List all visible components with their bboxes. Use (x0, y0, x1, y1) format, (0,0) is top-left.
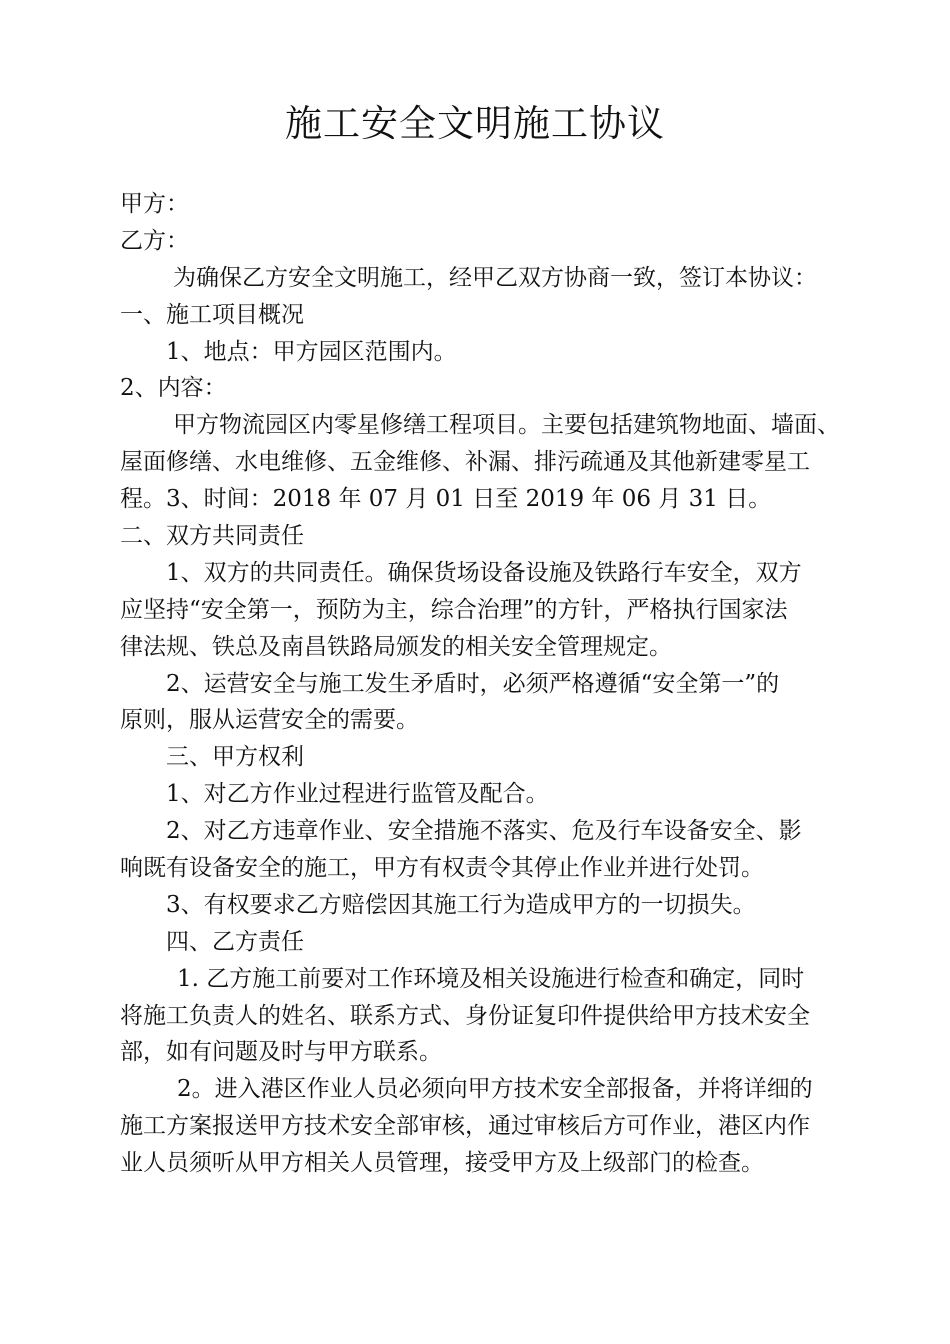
document-body (120, 186, 850, 1182)
paragraph-line: 2、运营安全与施工发生矛盾时，必须严格遵循“安全第一”的 (166, 670, 780, 697)
paragraph-line: 屋面修缮、水电维修、五金维修、补漏、排污疏通及其他新建零星工 (120, 449, 810, 476)
paragraph-line: 律法规、铁总及南昌铁路局颁发的相关安全管理规定。 (120, 633, 672, 660)
paragraph-line: 1. 乙方施工前要对工作环境及相关设施进行检查和确定，同时 (177, 965, 805, 992)
section-heading: 二、双方共同责任 (120, 523, 304, 550)
paragraph-line: 原则，服从运营安全的需要。 (120, 707, 419, 734)
paragraph-line: 将施工负责人的姓名、联系方式、身份证复印件提供给甲方技术安全 (120, 1002, 810, 1029)
document-title: 施工安全文明施工协议 (285, 102, 665, 145)
paragraph-line: 部，如有问题及时与甲方联系。 (120, 1039, 442, 1066)
party-b-line: 乙方： (120, 227, 189, 254)
party-a-line: 甲方： (120, 191, 189, 217)
paragraph-line: 1、对乙方作业过程进行监管及配合。 (166, 781, 549, 808)
paragraph-line: 甲方物流园区内零星修缮工程项目。主要包括建筑物地面、墙面、 (173, 412, 840, 439)
section-heading: 四、乙方责任 (166, 928, 304, 955)
paragraph-line: 1、双方的共同责任。确保货场设备设施及铁路行车安全，双方 (166, 559, 802, 586)
paragraph-line: 2。进入港区作业人员必须向甲方技术安全部报备，并将详细的 (177, 1076, 813, 1103)
section-heading: 三、甲方权利 (166, 744, 304, 771)
paragraph-line: 2、对乙方违章作业、安全措施不落实、危及行车设备安全、影 (166, 818, 802, 845)
paragraph-line: 3、有权要求乙方赔偿因其施工行为造成甲方的一切损失。 (166, 891, 756, 918)
section-heading: 一、施工项目概况 (120, 301, 304, 328)
paragraph-line: 业人员须听从甲方相关人员管理，接受甲方及上级部门的检查。 (120, 1150, 764, 1177)
paragraph-line: 施工方案报送甲方技术安全部审核，通过审核后方可作业，港区内作 (120, 1113, 810, 1140)
paragraph-line: 1、地点：甲方园区范围内。 (166, 338, 457, 365)
paragraph-line: 程。3、时间：2018 年 07 月 01 日至 2019 年 06 月 31 日。 (120, 486, 772, 513)
paragraph-line: 响既有设备安全的施工，甲方有权责令其停止作业并进行处罚。 (120, 855, 764, 882)
preamble-line: 为确保乙方安全文明施工，经甲乙双方协商一致，签订本协议： (173, 264, 817, 291)
paragraph-line: 2、内容： (120, 375, 227, 402)
paragraph-line: 应坚持“安全第一，预防为主，综合治理”的方针，严格执行国家法 (120, 596, 788, 623)
